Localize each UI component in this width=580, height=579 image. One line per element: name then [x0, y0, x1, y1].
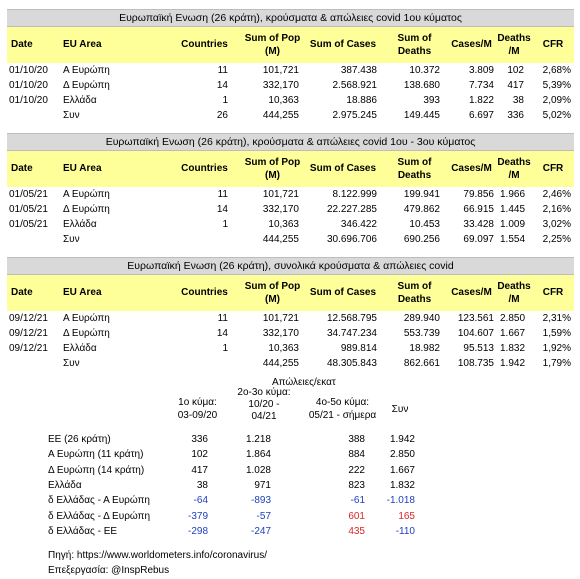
losses-row-label: δ Ελλάδας - Δ Ευρώπη — [48, 510, 151, 522]
table-row — [7, 63, 574, 78]
cell-cases: 48.305.843 — [326, 358, 377, 369]
losses-value: -379 — [187, 510, 208, 522]
table-title: Ευρωπαϊκή Ενωση (26 κράτη), συνολικά κρούσματα & απώλειες covid — [7, 257, 574, 275]
header-deaths — [387, 156, 442, 182]
table-row — [7, 326, 574, 341]
header-pop — [235, 280, 310, 306]
cell-deaths: 199.941 — [403, 189, 440, 200]
cell-deaths: 862.661 — [403, 358, 440, 369]
cell-cfr: 5,39% — [542, 80, 571, 91]
cell-date: 01/10/20 — [9, 95, 48, 106]
cell-countries: 11 — [217, 189, 228, 200]
table-header — [7, 275, 574, 311]
cell-deathsm: 417 — [507, 80, 524, 91]
header-pop-line: Sum of Pop — [244, 33, 301, 44]
cell-casesm: 123.561 — [457, 313, 494, 324]
cell-deathsm: 336 — [507, 110, 524, 121]
cell-area: Συν — [63, 358, 80, 369]
cell-cases: 34.747.234 — [326, 328, 377, 339]
cell-pop: 332,170 — [262, 80, 299, 91]
header-deathsm — [495, 32, 533, 58]
table-header — [7, 27, 574, 63]
header-area: EU Area — [63, 287, 102, 298]
cell-cases: 387.438 — [340, 65, 377, 76]
losses-title: Απώλειες/εκατ — [272, 377, 336, 388]
losses-col-header: 2ο-3ο κύμα: — [237, 387, 291, 398]
cell-deathsm: 1.832 — [500, 343, 526, 354]
table-total — [7, 257, 574, 371]
losses-value: -247 — [250, 525, 271, 537]
cell-countries: 11 — [217, 313, 228, 324]
cell-deaths: 149.445 — [403, 110, 440, 121]
losses-value: 435 — [348, 525, 365, 537]
cell-area: Δ Ευρώπη — [63, 80, 110, 91]
cell-pop: 10,363 — [268, 95, 299, 106]
cell-deaths: 690.256 — [403, 234, 440, 245]
cell-cfr: 2,31% — [542, 313, 571, 324]
cell-date: 01/10/20 — [9, 80, 48, 91]
cell-deathsm: 38 — [512, 95, 524, 106]
losses-value: 1.832 — [389, 479, 415, 491]
processing-note: Επεξεργασία: @InspRebus — [48, 565, 170, 576]
losses-value: 1.667 — [389, 464, 415, 476]
losses-value: 38 — [196, 479, 208, 491]
header-pop — [235, 32, 310, 58]
table-title: Ευρωπαϊκή Ενωση (26 κράτη), κρούσματα & απώλειες covid 1ου κύματος — [7, 9, 574, 27]
cell-area: Ελλάδα — [63, 343, 97, 354]
cell-cfr: 2,25% — [542, 234, 571, 245]
cell-date: 01/10/20 — [9, 65, 48, 76]
header-pop-line: (M) — [265, 170, 280, 181]
table-row — [7, 232, 574, 247]
cell-pop: 101,721 — [262, 189, 299, 200]
table-header — [7, 151, 574, 187]
header-casesm: Cases/M — [451, 287, 492, 298]
header-cfr: CFR — [542, 163, 564, 174]
losses-value: 1.028 — [245, 464, 271, 476]
table-row — [7, 217, 574, 232]
cell-deathsm: 1.667 — [500, 328, 526, 339]
losses-value: -64 — [193, 495, 208, 507]
table-wave-1 — [7, 9, 574, 123]
losses-value: -110 — [395, 525, 415, 537]
cell-date: 01/05/21 — [9, 204, 48, 215]
cell-deaths: 289.940 — [403, 313, 440, 324]
cell-casesm: 95.513 — [463, 343, 494, 354]
table-row — [7, 108, 574, 123]
table-row — [7, 93, 574, 108]
cell-area: Δ Ευρώπη — [63, 328, 110, 339]
header-deaths-line: Sum of — [397, 33, 432, 44]
cell-countries: 11 — [217, 65, 228, 76]
header-deaths-line: Deaths — [397, 294, 432, 305]
table-row — [7, 356, 574, 371]
header-deaths-line: Sum of — [397, 281, 432, 292]
header-pop-line: Sum of Pop — [244, 157, 301, 168]
header-deaths — [387, 32, 442, 58]
losses-value: -61 — [350, 495, 365, 507]
header-cases: Sum of Cases — [309, 287, 377, 298]
cell-cases: 8.122.999 — [332, 189, 377, 200]
cell-deathsm: 1.554 — [500, 234, 526, 245]
losses-col-header: 1ο κύμα: — [178, 397, 217, 408]
header-cfr: CFR — [542, 287, 564, 298]
losses-value: 971 — [254, 479, 271, 491]
losses-col-header: 04/21 — [251, 411, 277, 422]
cell-date: 09/12/21 — [9, 343, 48, 354]
header-deathsm-line: /M — [508, 46, 520, 57]
cell-pop: 332,170 — [262, 204, 299, 215]
cell-casesm: 1.822 — [468, 95, 494, 106]
losses-value: 601 — [348, 510, 365, 522]
header-cases: Sum of Cases — [309, 163, 377, 174]
cell-cfr: 2,46% — [542, 189, 571, 200]
cell-date: 09/12/21 — [9, 328, 48, 339]
cell-casesm: 6.697 — [468, 110, 494, 121]
header-cfr: CFR — [542, 39, 564, 50]
header-casesm: Cases/M — [451, 39, 492, 50]
losses-value: 884 — [348, 449, 365, 461]
cell-casesm: 79.856 — [463, 189, 494, 200]
losses-col-header: 4ο-5ο κύμα: — [315, 397, 370, 408]
losses-row-label: Α Ευρώπη (11 κράτη) — [48, 449, 144, 461]
header-pop-line: (M) — [265, 46, 280, 57]
table-row — [7, 78, 574, 93]
cell-deathsm: 1.009 — [500, 219, 526, 230]
cell-deathsm: 102 — [507, 65, 524, 76]
losses-value: 823 — [348, 479, 365, 491]
header-countries: Countries — [181, 163, 228, 174]
cell-deathsm: 1.445 — [500, 204, 526, 215]
header-pop-line: Sum of Pop — [244, 281, 301, 292]
header-deaths-line: Deaths — [397, 170, 432, 181]
losses-value: 2.850 — [389, 449, 415, 461]
losses-value: 336 — [191, 434, 208, 445]
losses-value: -298 — [187, 525, 208, 537]
cell-casesm: 3.809 — [468, 65, 494, 76]
cell-cfr: 1,92% — [542, 343, 571, 354]
header-deaths-line: Deaths — [397, 46, 432, 57]
cell-pop: 444,255 — [262, 234, 299, 245]
header-countries: Countries — [181, 39, 228, 50]
cell-area: Ελλάδα — [63, 219, 97, 230]
losses-value: 165 — [398, 510, 415, 522]
header-pop-line: (M) — [265, 294, 280, 305]
table-row — [7, 187, 574, 202]
cell-pop: 10,363 — [268, 343, 299, 354]
cell-cfr: 2,68% — [542, 65, 571, 76]
source-note: Πηγή: https://www.worldometers.info/coronavirus/ — [48, 550, 267, 561]
header-deaths — [387, 280, 442, 306]
cell-casesm: 66.915 — [463, 204, 494, 215]
header-deathsm-line: /M — [508, 294, 520, 305]
cell-pop: 10,363 — [268, 219, 299, 230]
header-area: EU Area — [63, 39, 102, 50]
cell-cases: 2.975.245 — [332, 110, 377, 121]
header-area: EU Area — [63, 163, 102, 174]
header-date: Date — [11, 287, 33, 298]
cell-area: Α Ευρώπη — [63, 65, 110, 76]
header-deathsm — [495, 156, 533, 182]
cell-date: 01/05/21 — [9, 219, 48, 230]
losses-col-header: 10/20 - — [248, 399, 280, 410]
losses-per-million-table — [0, 377, 580, 557]
cell-countries: 14 — [216, 328, 228, 339]
cell-area: Συν — [63, 234, 80, 245]
cell-deathsm: 1.966 — [500, 189, 526, 200]
table-row — [7, 202, 574, 217]
losses-row-label: δ Ελλάδας - Α Ευρώπη — [48, 495, 150, 507]
cell-cases: 12.568.795 — [326, 313, 377, 324]
cell-pop: 332,170 — [262, 328, 299, 339]
cell-cases: 22.227.285 — [326, 204, 377, 215]
cell-casesm: 104.607 — [457, 328, 494, 339]
cell-casesm: 108.735 — [457, 358, 494, 369]
cell-cases: 18.886 — [346, 95, 377, 106]
losses-value: 388 — [348, 434, 365, 445]
cell-date: 01/05/21 — [9, 189, 48, 200]
cell-deaths: 18.982 — [409, 343, 440, 354]
cell-casesm: 33.428 — [463, 219, 494, 230]
losses-row-label: Ελλάδα — [48, 479, 82, 491]
cell-cfr: 1,59% — [542, 328, 571, 339]
header-casesm: Cases/M — [451, 163, 492, 174]
cell-countries: 1 — [222, 343, 228, 354]
losses-value: 1.864 — [245, 449, 271, 461]
losses-col-header: 03-09/20 — [177, 410, 218, 421]
cell-deaths: 553.739 — [403, 328, 440, 339]
cell-deaths: 138.680 — [403, 80, 440, 91]
cell-deaths: 10.372 — [409, 65, 440, 76]
cell-deathsm: 2.850 — [500, 313, 526, 324]
table-waves-1-3 — [7, 133, 574, 247]
cell-deaths: 10.453 — [409, 219, 440, 230]
losses-col-header: Συν — [391, 404, 409, 415]
cell-cfr: 3,02% — [542, 219, 571, 230]
cell-countries: 14 — [216, 80, 228, 91]
header-countries: Countries — [181, 287, 228, 298]
losses-col-header: 05/21 - σήμερα — [308, 410, 377, 421]
header-date: Date — [11, 39, 33, 50]
cell-pop: 101,721 — [262, 65, 299, 76]
cell-area: Ελλάδα — [63, 95, 97, 106]
cell-date: 09/12/21 — [9, 313, 48, 324]
losses-value: -1.018 — [386, 495, 415, 507]
cell-cases: 346.422 — [340, 219, 377, 230]
losses-row-label: δ Ελλάδας - ΕΕ — [48, 525, 118, 537]
table-title: Ευρωπαϊκή Ενωση (26 κράτη), κρούσματα & απώλειες covid 1ου - 3ου κύματος — [7, 133, 574, 151]
header-deaths-line: Sum of — [397, 157, 432, 168]
header-deathsm-line: /M — [508, 170, 520, 181]
cell-casesm: 69.097 — [463, 234, 494, 245]
losses-row-label: ΕΕ (26 κράτη) — [48, 434, 111, 445]
cell-pop: 444,255 — [262, 358, 299, 369]
losses-value: 102 — [191, 449, 208, 461]
losses-row-label: Δ Ευρώπη (14 κράτη) — [48, 464, 145, 476]
cell-deaths: 479.862 — [403, 204, 440, 215]
losses-value: -57 — [256, 510, 271, 522]
cell-casesm: 7.734 — [468, 80, 494, 91]
losses-value: -893 — [250, 495, 271, 507]
cell-pop: 101,721 — [262, 313, 299, 324]
cell-countries: 26 — [216, 110, 228, 121]
cell-countries: 1 — [222, 219, 228, 230]
losses-value: 1.218 — [245, 434, 271, 445]
table-row — [7, 311, 574, 326]
cell-area: Δ Ευρώπη — [63, 204, 110, 215]
header-deathsm-line: Deaths — [497, 33, 531, 44]
header-cases: Sum of Cases — [309, 39, 377, 50]
cell-area: Συν — [63, 110, 80, 121]
cell-cfr: 5,02% — [542, 110, 571, 121]
cell-cases: 30.696.706 — [326, 234, 377, 245]
cell-area: Α Ευρώπη — [63, 189, 110, 200]
table-row — [7, 341, 574, 356]
header-date: Date — [11, 163, 33, 174]
header-deathsm — [495, 280, 533, 306]
header-deathsm-line: Deaths — [497, 157, 531, 168]
cell-countries: 14 — [216, 204, 228, 215]
cell-area: Α Ευρώπη — [63, 313, 110, 324]
cell-cfr: 1,79% — [542, 358, 571, 369]
header-pop — [235, 156, 310, 182]
cell-deathsm: 1.942 — [500, 358, 526, 369]
losses-value: 417 — [191, 464, 208, 476]
cell-countries: 1 — [222, 95, 228, 106]
cell-cases: 989.814 — [340, 343, 377, 354]
cell-cfr: 2,09% — [542, 95, 571, 106]
cell-cases: 2.568.921 — [332, 80, 377, 91]
losses-value: 222 — [348, 464, 365, 476]
cell-pop: 444,255 — [262, 110, 299, 121]
header-deathsm-line: Deaths — [497, 281, 531, 292]
cell-deaths: 393 — [423, 95, 440, 106]
losses-value: 1.942 — [389, 434, 415, 445]
cell-cfr: 2,16% — [542, 204, 571, 215]
